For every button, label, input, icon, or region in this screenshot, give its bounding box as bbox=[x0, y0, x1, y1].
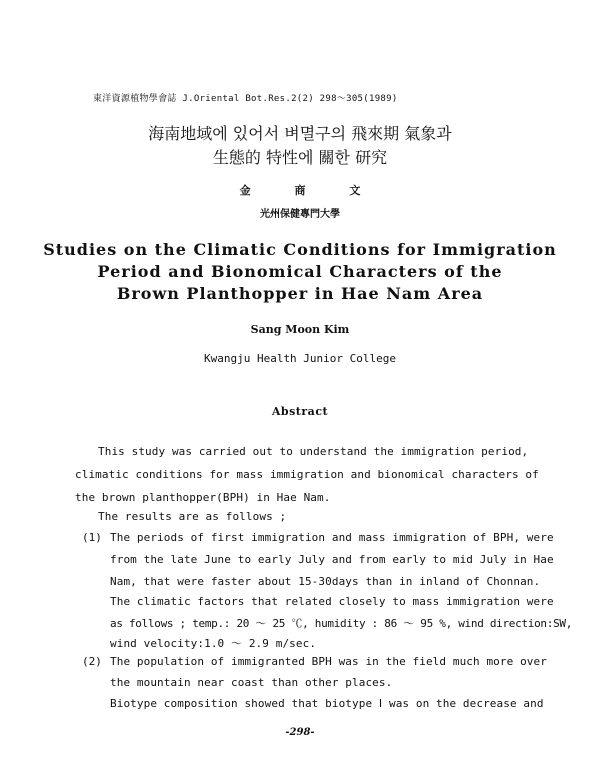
abstract-intro-line: climatic conditions for mass immigration and bionomical characters of bbox=[75, 468, 539, 481]
list-item-line: Nam, that were faster about 15-30days than in inland of Chonnan. bbox=[110, 575, 541, 588]
korean-author-affiliation: 光州保健專門大學 bbox=[260, 209, 340, 220]
english-author-name: Sang Moon Kim bbox=[250, 323, 350, 336]
results-lead: The results are as follows ; bbox=[98, 510, 287, 523]
english-title-line-1: Studies on the Climatic Conditions for Immigration bbox=[43, 240, 557, 259]
list-item-line: as follows ; temp.: 20 ～ 25 ℃, humidity : 86 ～ 95 %, wind direction:SW, bbox=[110, 617, 573, 630]
english-author-affiliation: Kwangju Health Junior College bbox=[203, 352, 397, 365]
list-item-line: wind velocity:1.0 ～ 2.9 m/sec. bbox=[110, 637, 317, 650]
journal-citation: 東洋資源植物學會誌 J.Oriental Bot.Res.2(2) 298～305(1989) bbox=[93, 94, 398, 104]
list-item-line: The population of immigranted BPH was in the field much more over bbox=[110, 655, 547, 668]
english-title-line-3: Brown Planthopper in Hae Nam Area bbox=[116, 284, 484, 303]
english-title-line-2: Period and Bionomical Characters of the bbox=[97, 262, 503, 281]
list-item-marker: (1) bbox=[82, 531, 102, 544]
korean-author-name: 金 商 文 bbox=[239, 184, 381, 197]
list-item-line: the mountain near coast than other places. bbox=[110, 676, 393, 689]
list-item-line: from the late June to early July and from early to mid July in Hae bbox=[110, 553, 554, 566]
abstract-intro-line: This study was carried out to understand the immigration period, bbox=[98, 445, 529, 458]
list-item-line: The climatic factors that related closely to mass immigration were bbox=[110, 595, 554, 608]
korean-title-line-1: 海南地域에 있어서 벼멸구의 飛來期 氣象과 bbox=[148, 124, 452, 143]
abstract-intro-line: the brown planthopper(BPH) in Hae Nam. bbox=[75, 491, 331, 504]
page-number: -298- bbox=[285, 727, 315, 738]
list-item-marker: (2) bbox=[82, 655, 102, 668]
abstract-heading: Abstract bbox=[271, 405, 329, 418]
korean-title-line-2: 生態的 特性에 關한 研究 bbox=[212, 148, 388, 167]
list-item-line: Biotype composition showed that biotype Ⅰ was on the decrease and bbox=[110, 697, 544, 710]
list-item-line: The periods of first immigration and mass immigration of BPH, were bbox=[110, 531, 554, 544]
